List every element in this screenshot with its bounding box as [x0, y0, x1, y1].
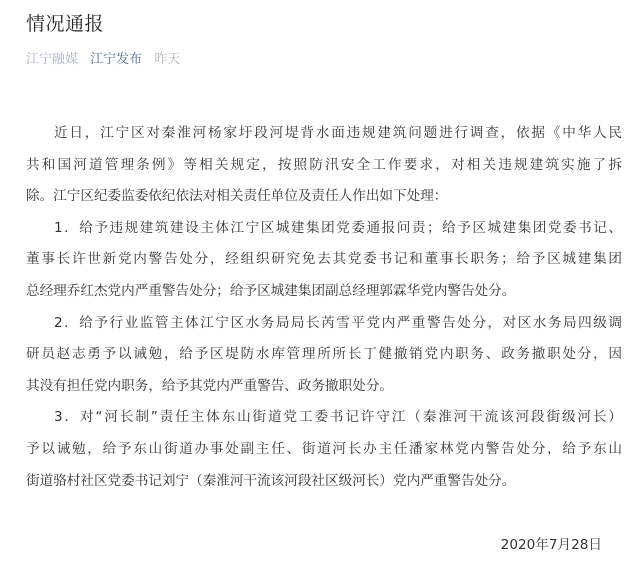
paragraph-line: 除。江宁区纪委监委依纪依法对相关责任单位及责任人作出如下处理： — [26, 188, 448, 205]
article-body — [26, 118, 622, 497]
paragraph-line: 其没有担任党内职务，给予其党内严重警告、政务撤职处分。 — [26, 377, 394, 394]
report-date: 2020年7月28日 — [500, 537, 602, 553]
paragraph-line: 近日，江宁区对秦淮河杨家圩段河堤背水面违规建筑问题进行调查，依据《中华人民 — [54, 125, 622, 141]
article-title: 情况通报 — [26, 13, 105, 35]
paragraph-line: 研员赵志勇予以诫勉，给予区堤防水库管理所所长丁健撤销党内职务、政务撤职处分，因 — [26, 346, 622, 363]
publish-time: 昨天 — [154, 52, 181, 67]
paragraph-line: 2．给予行业监管主体江宁区水务局局长芮雪平党内严重警告处分，对区水务局四级调 — [54, 314, 622, 331]
paragraph-line: 共和国河道管理条例》等相关规定，按照防汛安全工作要求，对相关违规建筑实施了拆 — [26, 156, 622, 173]
paragraph-line: 董事长许世新党内警告处分，经组织研究免去其党委书记和董事长职务；给予区城建集团 — [26, 251, 622, 268]
source-label: 江宁融媒 — [26, 52, 79, 67]
paragraph-line: 1．给予违规建筑建设主体江宁区城建集团党委通报问责；给予区城建集团党委书记、 — [54, 219, 622, 236]
paragraph-line: 予以诫勉，给予东山街道办事处副主任、街道河长办主任潘家林党内警告处分，给予东山 — [26, 440, 622, 457]
paragraph-line: 3．对“河长制”责任主体东山街道党工委书记许守江（秦淮河干流该河段街级河长） — [54, 409, 622, 426]
paragraph-line: 总经理乔红杰党内严重警告处分；给予区城建集团副总经理郭霖华党内警告处分。 — [26, 282, 516, 299]
paragraph-line: 街道骆村社区党委书记刘宁（秦淮河干流该河段社区级河长）党内严重警告处分。 — [26, 472, 516, 489]
publisher-link[interactable]: 江宁发布 — [90, 52, 143, 67]
article-meta — [26, 48, 188, 67]
